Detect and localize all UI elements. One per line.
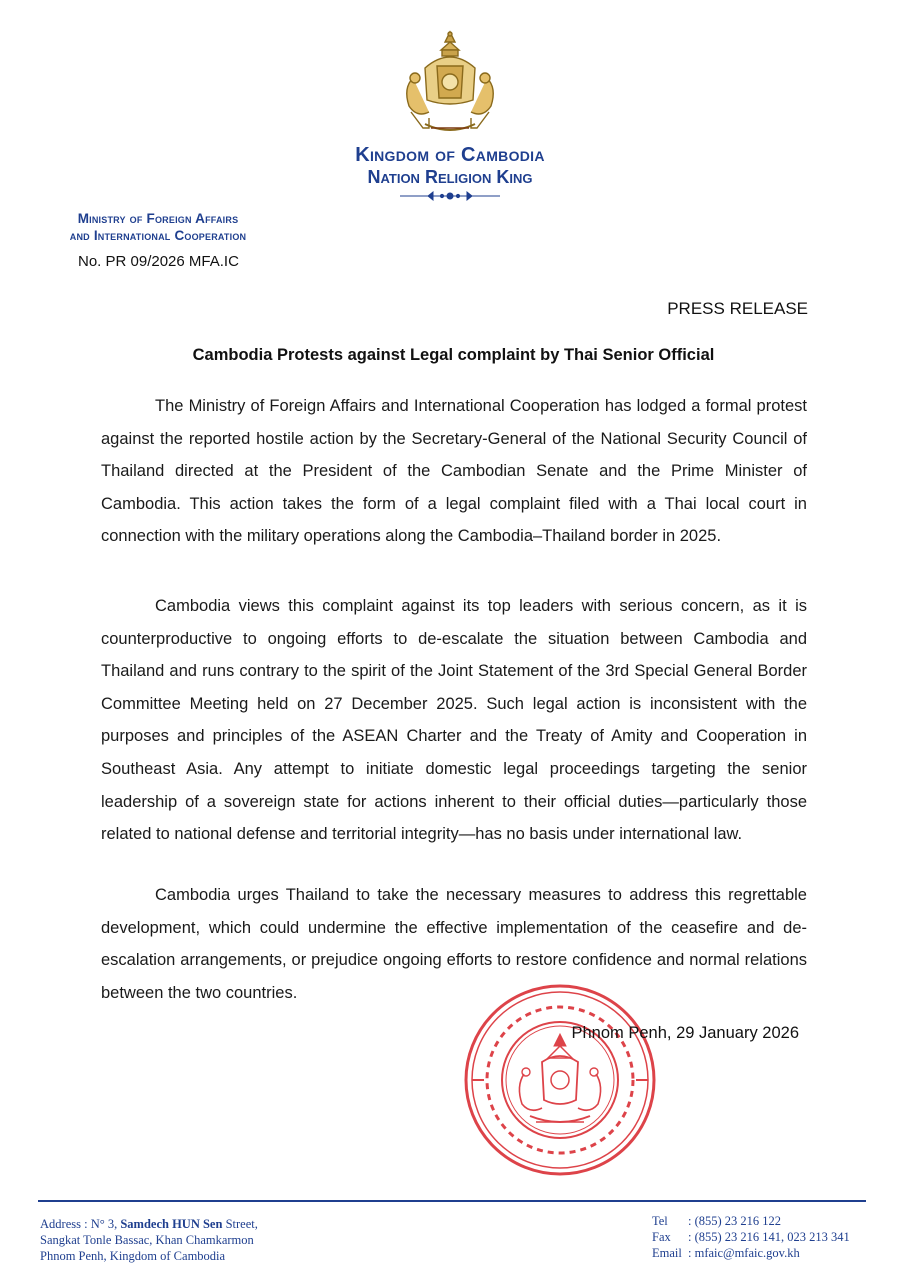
address-street: Samdech HUN Sen — [120, 1217, 223, 1231]
address-label: Address : N° 3, — [40, 1217, 121, 1231]
body-paragraph-3: Cambodia urges Thailand to take the necessary measures to address this regrettable development, which could undermine the effective implementation of the ceasefire and de-escalation arrangements, or prejudice ongoing efforts to restore confidence and normal relations between the two countries. — [101, 886, 807, 1002]
email-label: Email — [652, 1246, 682, 1260]
date-line: Phnom Penh, 29 January 2026 — [571, 1024, 799, 1042]
email-value[interactable]: : mfaic@mfaic.gov.kh — [688, 1246, 800, 1260]
body-paragraph-1: The Ministry of Foreign Affairs and International Cooperation has lodged a formal protest against the reported hostile action by the Secretary-General of the National Security Council of Thailand directed at the President of the Cambodian Senate and the Prime Minister of Cambodia. This action takes the form of a legal complaint filed with a Thai local court in connection with the military operations along the Cambodia–Thailand border in 2025. — [101, 397, 807, 546]
body-paragraph-2: Cambodia views this complaint against its top leaders with serious concern, as it is counterproductive to ongoing efforts to de-escalate the situation between Cambodia and Thailand and runs contrary to the spirit of the Joint Statement of the 3rd Special General Border Committee Meeting held on 27 December 2025. Such legal action is inconsistent with the purposes and principles of the ASEAN Charter and the Treaty of Amity and Cooperation in Southeast Asia. Any attempt to initiate domestic legal proceedings targeting the senior leadership of a sovereign state for actions inherent to their official duties—particularly those related to national defense and territorial integrity—has no basis under international law. — [101, 597, 807, 844]
footer-fax — [652, 1229, 850, 1245]
footer-divider — [38, 1200, 866, 1202]
footer-address-line1 — [40, 1216, 258, 1232]
reference-number: No. PR 09/2026 MFA.IC — [78, 253, 239, 270]
tel-value: : (855) 23 216 122 — [688, 1214, 782, 1228]
ministry-name-line2: and International Cooperation — [69, 228, 247, 243]
fax-value: : (855) 23 216 141, 023 213 341 — [688, 1230, 850, 1244]
tel-label: Tel — [652, 1214, 668, 1228]
footer-email — [652, 1245, 800, 1261]
royal-coat-of-arms-icon — [395, 28, 505, 138]
footer-address-line2: Sangkat Tonle Bassac, Khan Chamkarmon — [40, 1233, 254, 1247]
footer-tel — [652, 1213, 781, 1229]
official-seal-icon — [462, 982, 658, 1178]
national-motto: Nation Religion King — [367, 167, 533, 187]
fax-label: Fax — [652, 1230, 671, 1244]
footer-address-line3: Phnom Penh, Kingdom of Cambodia — [40, 1249, 226, 1263]
address-street-suffix: Street, — [222, 1217, 258, 1231]
kingdom-title: Kingdom of Cambodia — [355, 144, 545, 166]
decorative-divider-icon — [398, 190, 502, 202]
ministry-name-line1: Ministry of Foreign Affairs — [77, 211, 239, 226]
headline: Cambodia Protests against Legal complaint by Thai Senior Official — [192, 346, 715, 364]
document-type: PRESS RELEASE — [667, 299, 808, 318]
